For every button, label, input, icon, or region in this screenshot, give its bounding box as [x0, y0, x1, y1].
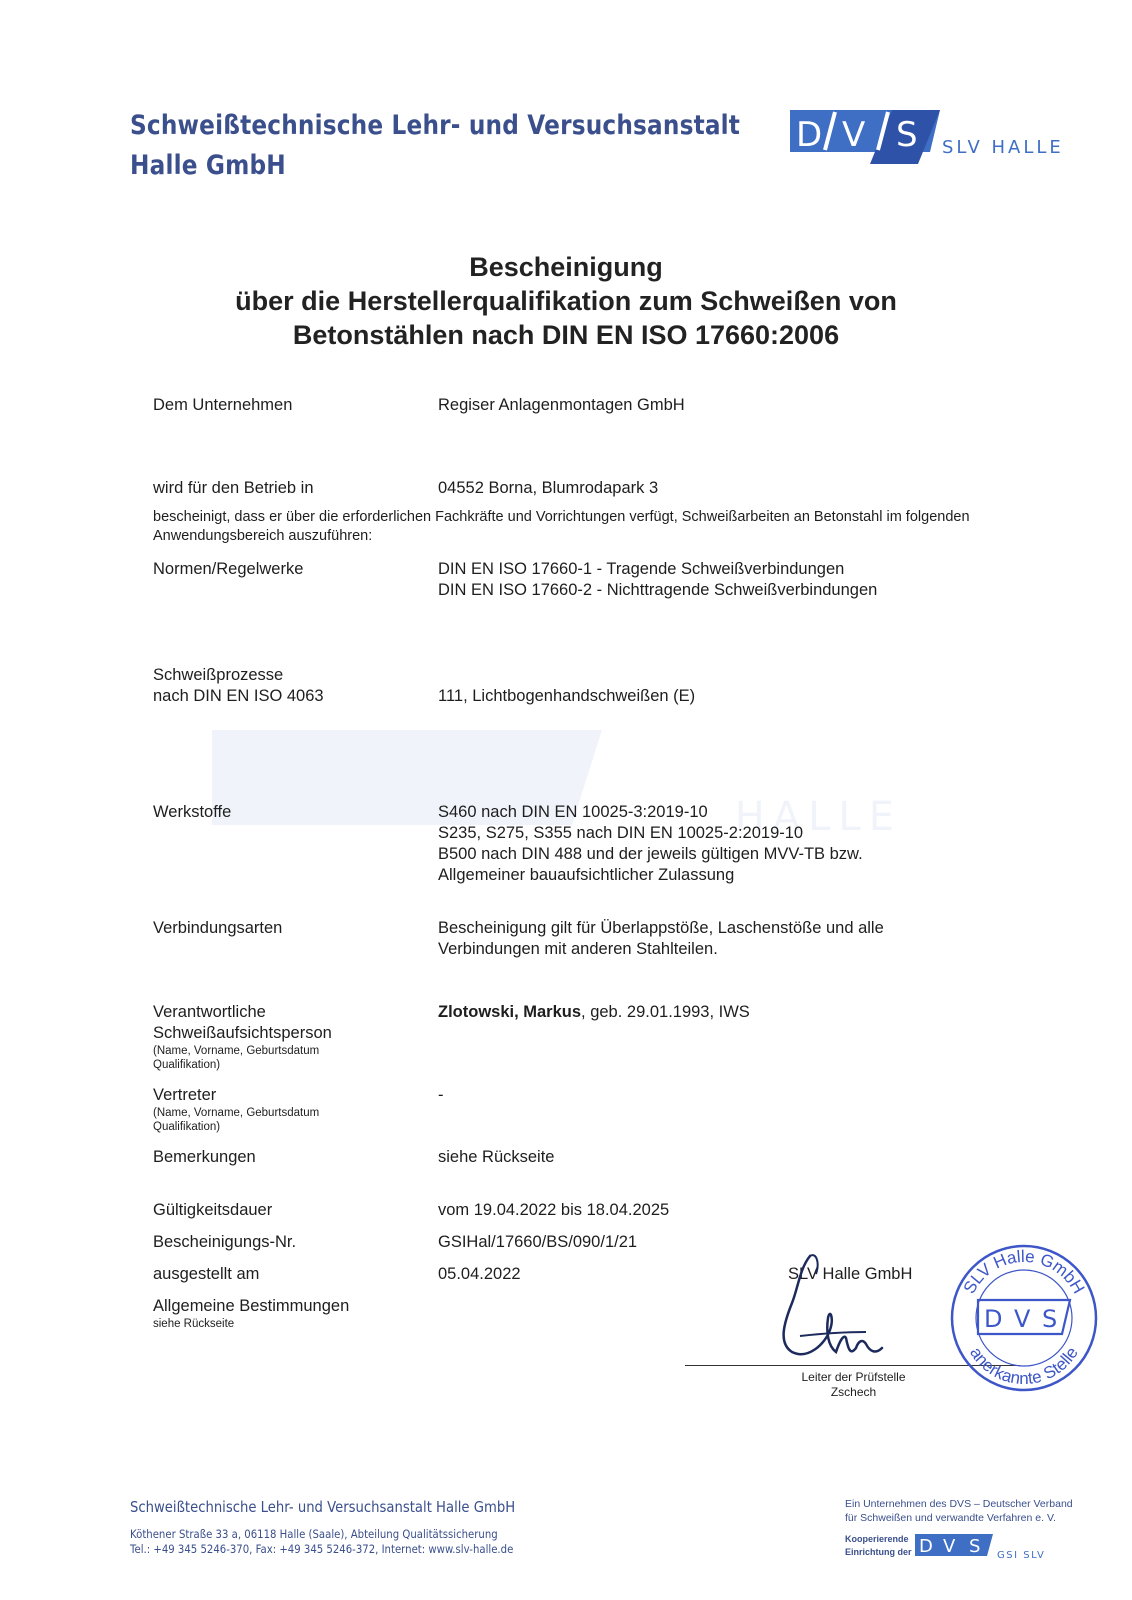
- footer-coop: [845, 1533, 912, 1559]
- footer-address: [130, 1527, 513, 1557]
- general-sub: siehe Rückseite: [153, 1318, 235, 1330]
- site-value: 04552 Borna, Blumrodapark 3: [438, 479, 659, 497]
- validity-value: vom 19.04.2022 bis 18.04.2025: [438, 1201, 670, 1219]
- signature-role-title: Leiter der Prüfstelle: [801, 1370, 906, 1384]
- remarks-value: siehe Rückseite: [438, 1148, 555, 1166]
- joint-item: Verbindungen mit anderen Stahlteilen.: [438, 940, 718, 958]
- cert-no-value: GSIHal/17660/BS/090/1/21: [438, 1233, 638, 1251]
- process-value: 111, Lichtbogenhandschweißen (E): [438, 687, 696, 705]
- general-label: [153, 1296, 349, 1331]
- company-value: Regiser Anlagenmontagen GmbH: [438, 396, 685, 414]
- footer-gsi-text: GSI SLV: [997, 1550, 1046, 1561]
- logo-letter-v: V: [842, 115, 866, 155]
- deputy-value: -: [438, 1086, 444, 1104]
- supervisor-label-line-1: Verantwortliche: [153, 1003, 266, 1021]
- supervisor-sub-2: Qualifikation): [153, 1059, 221, 1071]
- supervisor-value: [438, 1002, 750, 1023]
- svg-text:D: D: [919, 1536, 933, 1557]
- footer-institution: Schweißtechnische Lehr- und Versuchsanstalt Halle GmbH: [130, 1498, 516, 1516]
- material-item: S235, S275, S355 nach DIN EN 10025-2:2019-10: [438, 824, 804, 842]
- footer-coop-2: Einrichtung der: [845, 1547, 912, 1557]
- supervisor-details: , geb. 29.01.1993, IWS: [581, 1003, 750, 1021]
- joints-values: [438, 918, 884, 960]
- supervisor-label-line-2: Schweißaufsichtsperson: [153, 1024, 332, 1042]
- stamp-top-text: SLV Halle GmbH: [959, 1246, 1089, 1297]
- svg-text:D: D: [984, 1305, 1003, 1333]
- deputy-sub-2: Qualifikation): [153, 1121, 221, 1133]
- materials-label: Werkstoffe: [153, 803, 232, 821]
- joints-label: Verbindungsarten: [153, 919, 283, 937]
- stamp-dvs-logo: [978, 1300, 1070, 1334]
- material-item: Allgemeiner bauaufsichtlicher Zulassung: [438, 866, 735, 884]
- logo-letter-d: D: [796, 115, 823, 155]
- title-line-1: Bescheinigung: [469, 252, 663, 282]
- logo-slv-text: SLV HALLE: [942, 137, 1064, 158]
- footer-gsi-logo: [915, 1532, 1055, 1562]
- svg-text:S: S: [969, 1536, 981, 1557]
- dvs-slv-logo: [790, 108, 1070, 164]
- norm-item: DIN EN ISO 17660-1 - Tragende Schweißverbindungen: [438, 560, 845, 578]
- signature-name: Zschech: [830, 1385, 877, 1399]
- norms-label: Normen/Regelwerke: [153, 560, 304, 578]
- deputy-label: [153, 1085, 319, 1134]
- title-line-3: Betonstählen nach DIN EN ISO 17660:2006: [292, 320, 840, 350]
- footer-address-line-2: Tel.: +49 345 5246-370, Fax: +49 345 5246-372, Internet: www.slv-halle.de: [130, 1542, 514, 1556]
- institution-line-1: Schweißtechnische Lehr- und Versuchsanstalt: [130, 110, 741, 141]
- svg-text:S: S: [1042, 1305, 1058, 1333]
- issued-value: 05.04.2022: [438, 1265, 521, 1283]
- logo-letter-s: S: [896, 115, 918, 155]
- supervisor-sub-1: (Name, Vorname, Geburtsdatum: [153, 1045, 320, 1057]
- material-item: B500 nach DIN 488 und der jeweils gültigen MVV-TB bzw.: [438, 845, 863, 863]
- official-stamp: [948, 1242, 1100, 1394]
- document-title: [0, 250, 1132, 352]
- process-label-line-2: nach DIN EN ISO 4063: [153, 687, 324, 705]
- remarks-label: Bemerkungen: [153, 1148, 256, 1166]
- footer-coop-1: Kooperierende: [845, 1534, 909, 1544]
- norm-item: DIN EN ISO 17660-2 - Nichttragende Schweißverbindungen: [438, 581, 878, 599]
- svg-text:V: V: [943, 1536, 956, 1557]
- stamp-bottom-text: anerkannte Stelle: [966, 1343, 1082, 1388]
- issued-label: ausgestellt am: [153, 1265, 260, 1283]
- title-line-2: über die Herstellerqualifikation zum Schweißen von: [235, 286, 897, 316]
- company-label: Dem Unternehmen: [153, 396, 293, 414]
- institution-line-2: Halle GmbH: [130, 150, 286, 181]
- supervisor-label: [153, 1002, 332, 1072]
- footer-dvs-note-1: Ein Unternehmen des DVS – Deutscher Verband: [845, 1498, 1073, 1510]
- materials-values: [438, 802, 863, 886]
- cert-no-label: Bescheinigungs-Nr.: [153, 1233, 297, 1251]
- handwritten-signature: [770, 1248, 900, 1373]
- institution-name: [130, 106, 740, 186]
- material-item: S460 nach DIN EN 10025-3:2019-10: [438, 803, 708, 821]
- footer-dvs-note-2: für Schweißen und verwandte Verfahren e. V.: [845, 1512, 1056, 1524]
- norms-values: [438, 559, 877, 601]
- intro-text: bescheinigt, dass er über die erforderlichen Fachkräfte und Vorrichtungen verfügt, Schweißarbeiten an Betonstahl im folgenden Anwendungsbereich auszuführen:: [153, 509, 970, 544]
- deputy-sub-1: (Name, Vorname, Geburtsdatum: [153, 1107, 320, 1119]
- deputy-label-line: Vertreter: [153, 1086, 217, 1104]
- supervisor-name: Zlotowski, Markus: [438, 1003, 582, 1021]
- process-label-line-1: Schweißprozesse: [153, 666, 284, 684]
- process-label: [153, 665, 324, 707]
- svg-text:HALLE: HALLE: [734, 794, 902, 840]
- general-label-line: Allgemeine Bestimmungen: [153, 1297, 350, 1315]
- validity-label: Gültigkeitsdauer: [153, 1201, 273, 1219]
- footer-address-line-1: Köthener Straße 33 a, 06118 Halle (Saale), Abteilung Qualitätssicherung: [130, 1527, 498, 1541]
- footer-dvs-note: [845, 1497, 1085, 1525]
- joint-item: Bescheinigung gilt für Überlappstöße, Laschenstöße und alle: [438, 919, 884, 937]
- site-label: wird für den Betrieb in: [153, 479, 314, 497]
- signature-company: SLV Halle GmbH: [788, 1265, 913, 1283]
- svg-text:V: V: [1014, 1305, 1031, 1333]
